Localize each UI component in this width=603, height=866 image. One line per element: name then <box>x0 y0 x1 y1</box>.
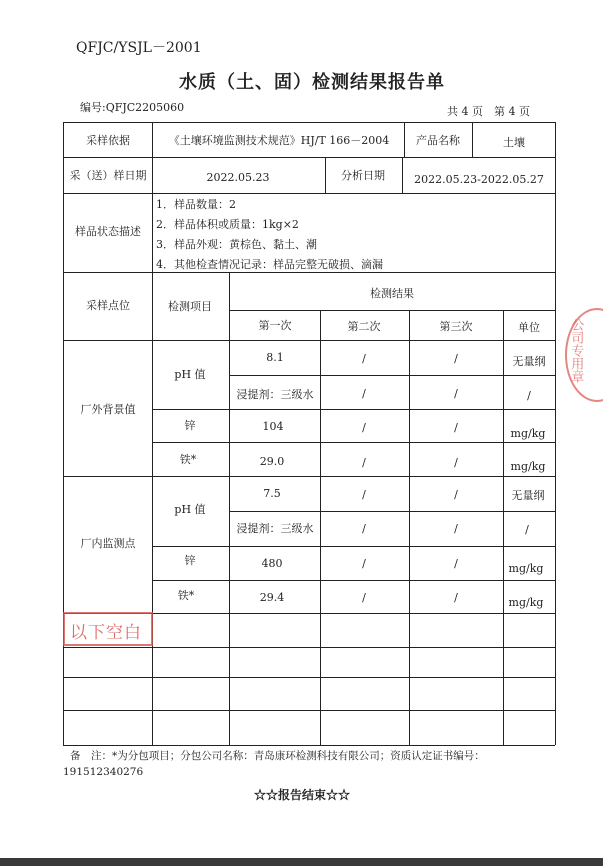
sample-state-line: 4．其他检查情况记录：样品完整无破损、滴漏 <box>156 258 383 271</box>
result-second: / <box>362 591 366 604</box>
result-third: / <box>454 557 458 570</box>
unit: 无量纲 <box>512 355 546 368</box>
result-third: / <box>454 591 458 604</box>
result-third: / <box>454 456 458 469</box>
analysis-date-value: 2022.05.23-2022.05.27 <box>414 173 544 186</box>
sample-state-label: 样品状态描述 <box>75 225 141 238</box>
result-second: / <box>362 557 366 570</box>
result-first: 29.4 <box>259 591 285 604</box>
sampling-point-inside: 厂内监测点 <box>80 537 136 550</box>
result-first: 480 <box>261 557 283 570</box>
unit: mg/kg <box>510 427 546 440</box>
analysis-date-label: 分析日期 <box>341 169 385 182</box>
col-first: 第一次 <box>258 319 292 332</box>
remarks-certificate-number: 191512340276 <box>63 766 144 778</box>
unit: / <box>525 523 529 536</box>
report-title: 水质（土、固）检测结果报告单 <box>179 72 445 93</box>
sampling-date-value: 2022.05.23 <box>206 171 270 184</box>
test-item: pH 值 <box>174 503 206 516</box>
sample-state-line: 2．样品体积或质量：1kg×2 <box>156 218 299 231</box>
report-serial-number: 编号:QFJC2205060 <box>80 101 185 114</box>
sampling-basis-label: 采样依据 <box>86 134 130 147</box>
result-second: / <box>362 387 366 400</box>
product-name-label: 产品名称 <box>416 134 460 147</box>
blank-below-stamp: 以下空白 <box>70 623 142 643</box>
result-second: / <box>362 488 366 501</box>
test-item: 铁* <box>177 589 195 602</box>
result-third: / <box>454 421 458 434</box>
unit: mg/kg <box>508 596 544 609</box>
result-second: / <box>362 456 366 469</box>
page-indicator: 共 4 页 第 4 页 <box>447 105 530 118</box>
col-test-result: 检测结果 <box>370 287 414 300</box>
col-second: 第二次 <box>347 320 381 333</box>
result-first: 8.1 <box>266 351 284 364</box>
report-end-marker: ☆☆报告结束☆☆ <box>253 788 351 802</box>
result-first: 浸提剂：三级水 <box>236 388 314 401</box>
result-first: 29.0 <box>259 455 285 468</box>
result-third: / <box>454 488 458 501</box>
unit: / <box>527 389 531 402</box>
test-item: 锌 <box>184 419 196 432</box>
col-third: 第三次 <box>439 320 473 333</box>
result-third: / <box>454 387 458 400</box>
remarks-line: 备 注：*为分包项目；分包公司名称：青岛康环检测科技有限公司；资质认定证书编号： <box>70 750 485 762</box>
company-seal-text: 公司专用章 <box>568 318 584 383</box>
product-name-value: 土壤 <box>503 136 525 149</box>
sample-state-line: 3．样品外观：黄棕色、黏土、潮 <box>156 238 317 251</box>
sampling-date-label: 采（送）样日期 <box>69 169 147 182</box>
unit: 无量纲 <box>511 489 545 502</box>
result-first: 浸提剂：三级水 <box>236 522 314 535</box>
result-first: 7.5 <box>263 487 281 500</box>
viewer-bottom-bar <box>0 858 603 866</box>
col-sampling-point: 采样点位 <box>86 299 130 312</box>
sampling-point-outside: 厂外背景值 <box>80 403 136 416</box>
result-second: / <box>362 352 366 365</box>
sample-state-line: 1．样品数量：2 <box>156 198 236 211</box>
document-code: QFJC/YSJL－2001 <box>76 40 202 56</box>
result-second: / <box>362 522 366 535</box>
test-item: 铁* <box>179 453 197 466</box>
unit: mg/kg <box>508 562 544 575</box>
result-third: / <box>454 352 458 365</box>
unit: mg/kg <box>510 460 546 473</box>
col-unit: 单位 <box>518 321 540 334</box>
sampling-basis-value: 《土壤环境监测技术规范》HJ/T 166－2004 <box>168 134 390 147</box>
test-item: 锌 <box>184 554 196 567</box>
result-second: / <box>362 421 366 434</box>
col-test-item: 检测项目 <box>168 300 212 313</box>
result-third: / <box>454 522 458 535</box>
result-first: 104 <box>262 420 284 433</box>
test-item: pH 值 <box>174 368 206 381</box>
